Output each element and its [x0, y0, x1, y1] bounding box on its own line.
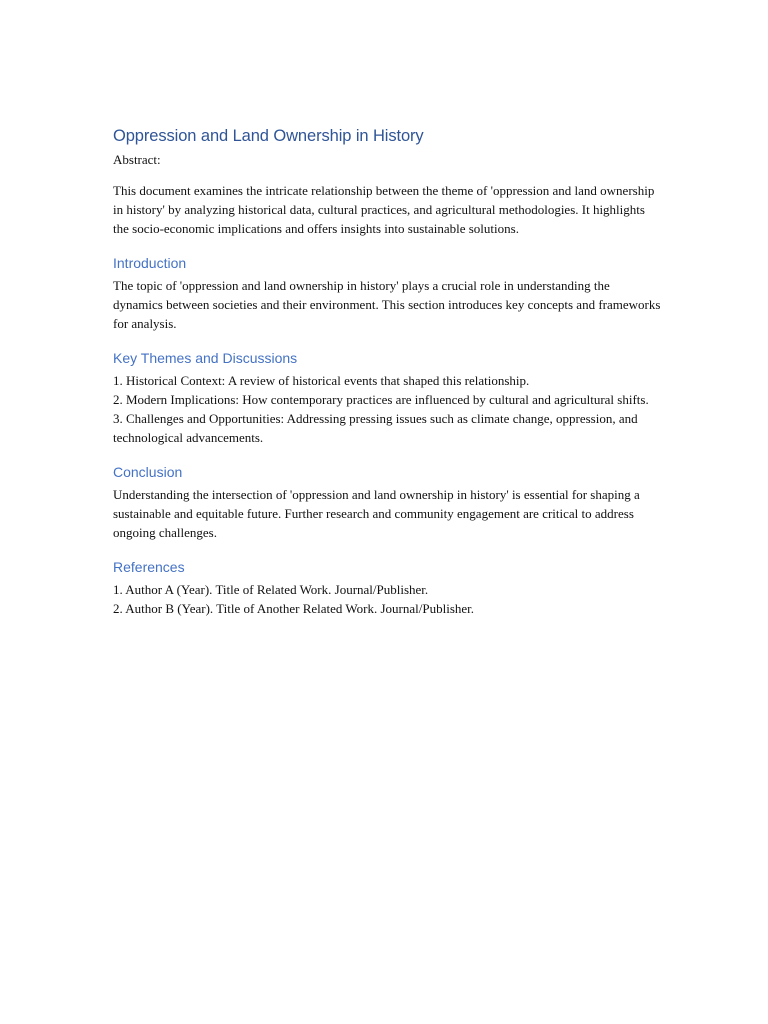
abstract-text: This document examines the intricate relationship between the theme of 'oppression and land ownership in history' by analyzing historical data, cultural practices, and agricultural methodologies. It highlights the socio-economic implications and offers insights into sustainable solutions. [113, 183, 655, 236]
list-item: 2. Author B (Year). Title of Another Related Work. Journal/Publisher. [113, 601, 475, 616]
conclusion-text: Understanding the intersection of 'oppression and land ownership in history' is essential for shaping a sustainable and equitable future. Further research and community engagement are critical to address ongoing challenges. [113, 487, 640, 540]
references-list [113, 580, 661, 618]
list-item: 1. Author A (Year). Title of Related Work. Journal/Publisher. [113, 582, 429, 597]
document-page [113, 124, 661, 618]
abstract-label: Abstract: [113, 152, 161, 167]
references-heading: References [113, 559, 185, 575]
key-themes-heading: Key Themes and Discussions [113, 350, 298, 366]
conclusion-heading: Conclusion [113, 464, 183, 480]
list-item: 2. Modern Implications: How contemporary practices are influenced by cultural and agricultural shifts. [113, 392, 649, 407]
key-themes-list [113, 371, 661, 447]
list-item: 1. Historical Context: A review of historical events that shaped this relationship. [113, 373, 530, 388]
document-title: Oppression and Land Ownership in History [113, 127, 424, 145]
introduction-text: The topic of 'oppression and land ownership in history' plays a crucial role in understanding the dynamics between societies and their environment. This section introduces key concepts and frameworks for analysis. [113, 278, 661, 331]
list-item: 3. Challenges and Opportunities: Addressing pressing issues such as climate change, oppression, and technological advancements. [113, 411, 638, 445]
introduction-heading: Introduction [113, 255, 187, 271]
